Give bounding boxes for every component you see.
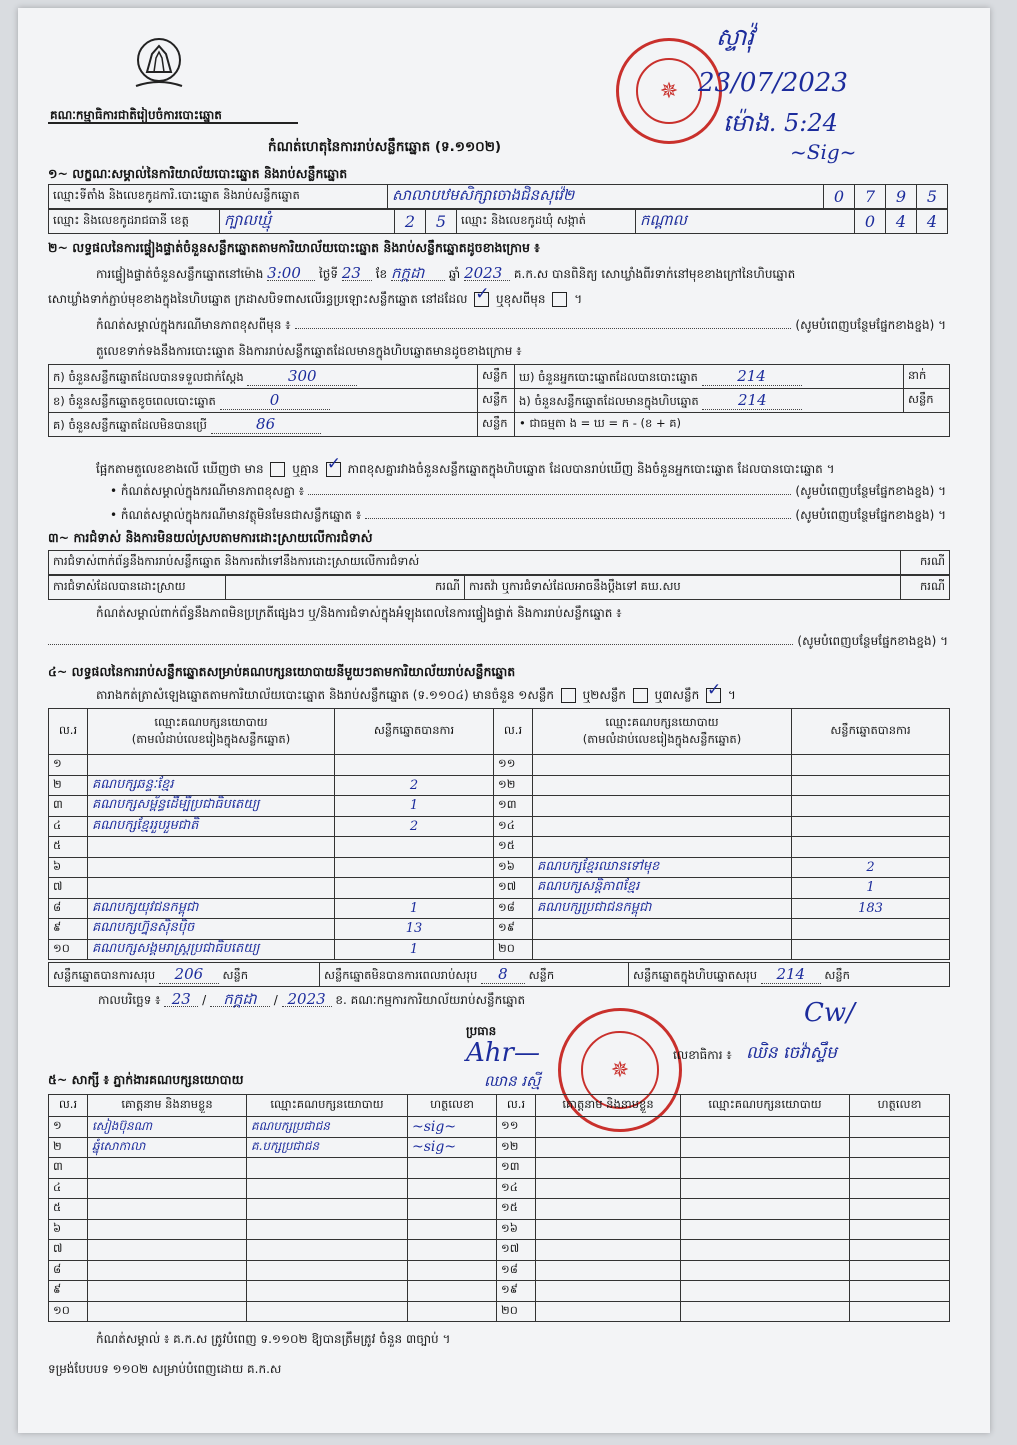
witness-name — [536, 1240, 681, 1261]
unit-sheet: សន្លឹក — [478, 365, 515, 389]
two-sheet-label: ឬ២សន្លឹក — [582, 688, 627, 702]
witness-signature — [850, 1219, 950, 1240]
totals-table — [48, 962, 950, 987]
row-no: ១៨ — [497, 1260, 536, 1281]
spoiled-value: 0 — [220, 391, 330, 410]
row-no: ៧ — [49, 878, 88, 899]
row-no: ១៣ — [494, 796, 533, 817]
chair-signature: Ahr— — [466, 1038, 540, 1068]
witness-name — [536, 1137, 681, 1158]
witness-signature — [408, 1260, 497, 1281]
witness-signature — [408, 1178, 497, 1199]
secretary-name: ឈិន ចេវ៉ាស្ទឹម — [746, 1043, 837, 1063]
signing-date-line: កាលបរិច្ឆេទ ៖ 23 / កក្កដា / 2023 ខ. គណៈកម្មការការិយាល័យរាប់សន្លឹកឆ្នោត — [98, 990, 526, 1008]
objection-table-2 — [48, 575, 950, 600]
party-votes — [335, 857, 494, 878]
party-votes — [792, 837, 950, 858]
received-label: ក) ចំនួនសន្លឹកឆ្នោតដែលបានទទួលជាក់ស្ដែង — [53, 369, 244, 384]
party-name: គណបក្សខ្មែររួបរួមជាតិ — [88, 816, 335, 837]
party-votes — [335, 837, 494, 858]
row-no: ១៥ — [497, 1199, 536, 1220]
day-label: ថ្ងៃទី — [319, 267, 339, 281]
handwritten-note-top: ស្ទាវ៉ុ — [716, 23, 755, 51]
party-name: គណបក្សសង្គមរាស្ត្រប្រជាធិបតេយ្យ — [88, 939, 335, 960]
three-sheet-label: ឬ៣សន្លឹក — [654, 688, 700, 702]
witness-party — [681, 1260, 850, 1281]
witness-signature — [408, 1158, 497, 1179]
handwritten-date: 23/07/2023 — [698, 68, 848, 98]
location-value: សាលាបឋមសិក្សាចោងជិនសុវ៉េ២ — [388, 185, 824, 209]
col-sign: ហត្ថលេខា — [850, 1095, 950, 1117]
witness-party — [247, 1301, 408, 1322]
witness-party — [247, 1219, 408, 1240]
witness-signature — [850, 1260, 950, 1281]
witness-name — [88, 1301, 247, 1322]
witness-party — [247, 1240, 408, 1261]
witness-signature — [408, 1199, 497, 1220]
tally-sheet-line: តារាងកត់ត្រាសំឡេងឆ្នោតតាមការិយាល័យបោះឆ្នោត និងរាប់សន្លឹកឆ្នោត (ទ.១១០៤) មានចំនួន ១សន្លឹក ឬ២សន្លឹក ឬ៣សន្លឹក ✓ ។ — [96, 688, 736, 703]
witness-name — [88, 1178, 247, 1199]
section-3-title: ៣~ ការជំទាស់ និងការមិនយល់ស្របតាមការដោះស្រាយលើការជំទាស់ — [48, 530, 373, 545]
col-no: ល.រ — [497, 1095, 536, 1117]
difference-note-label: កំណត់សម្គាល់ក្នុងករណីមានភាពខុសពីមុន ៖ — [96, 318, 291, 332]
verify-day: 23 — [342, 266, 372, 281]
witness-signature — [408, 1301, 497, 1322]
party-name — [533, 919, 792, 940]
location-label: ឈ្មោះទីតាំង និងលេខកូដការិ.បោះឆ្នោត និងរាប់សន្លឹកឆ្នោត — [49, 185, 388, 209]
section-4-title: ៤~ លទ្ធផលនៃការរាប់សន្លឹកឆ្នោតសម្រាប់គណបក្សនយោបាយនីមួយៗតាមការិយាល័យរាប់សន្លឹកឆ្នោត — [48, 664, 516, 679]
col-name: គោត្តនាម និងនាមខ្លួន — [536, 1095, 681, 1117]
unit-sheet: សន្លឹក — [222, 967, 249, 982]
row-no: ១ — [49, 755, 88, 776]
witness-name — [536, 1260, 681, 1281]
party-votes — [792, 919, 950, 940]
location-code-digit: 5 — [917, 185, 948, 209]
handwritten-time: ម៉ោង. 5:24 — [723, 109, 838, 137]
province-label: ឈ្មោះ និងលេខកូដរាជធានី ខេត្ត — [49, 210, 220, 234]
commune-code-digit: 4 — [917, 210, 948, 234]
col-party: ឈ្មោះគណបក្សនយោបាយ (តាមលំដាប់លេខរៀងក្នុងសន្លឹកឆ្នោត) — [533, 709, 792, 755]
form-id: ទម្រង់បែបបទ ១១០២ សម្រាប់បំពេញដោយ គ.ក.ស — [48, 1362, 282, 1376]
witness-party — [247, 1260, 408, 1281]
row-no: ៨ — [49, 898, 88, 919]
table-row — [49, 878, 950, 899]
sign-month: កក្កដា — [210, 992, 270, 1007]
witness-name — [536, 1281, 681, 1302]
witness-signature — [850, 1281, 950, 1302]
witness-signature — [850, 1301, 950, 1322]
witness-party — [681, 1301, 850, 1322]
party-name — [88, 755, 335, 776]
row-no: ៩ — [49, 1281, 88, 1302]
row-no: ៥ — [49, 837, 88, 858]
witness-signature — [850, 1240, 950, 1261]
col-no: ល.រ — [494, 709, 533, 755]
unit-sheet: សន្លឹក — [904, 389, 950, 413]
bullet-difference-label: • កំណត់សម្គាល់ក្នុងករណីមានភាពខុសគ្នា ៖ — [110, 484, 305, 498]
party-votes — [792, 816, 950, 837]
handwritten-initials: ~Sig~ — [790, 140, 857, 164]
in-box-value: 214 — [702, 391, 802, 410]
party-name: គណបក្សយុវជនកម្ពុជា — [88, 898, 335, 919]
party-votes: 1 — [335, 939, 494, 960]
table-row — [49, 1117, 950, 1138]
table-row — [49, 1281, 950, 1302]
row-no: ២០ — [497, 1301, 536, 1322]
party-votes: 13 — [335, 919, 494, 940]
witness-signature — [850, 1178, 950, 1199]
row-no: ៣ — [49, 1158, 88, 1179]
objection-row-1: ការជំទាស់ពាក់ព័ន្ធនឹងការរាប់សន្លឹកឆ្នោត និងការតវ៉ាទៅនឹងការដោះស្រាយលើការជំទាស់ — [49, 551, 901, 575]
chair-label: ប្រធាន — [466, 1024, 497, 1038]
party-name — [533, 837, 792, 858]
unused-label: គ) ចំនួនសន្លឹកឆ្នោតដែលមិនបានប្រើ — [53, 417, 207, 432]
verify-text-b: គ.ក.ស បានពិនិត្យ សោឃ្លាំងពីរទាក់នៅមុខខាងក្រៅនៃហិបឆ្នោត — [513, 267, 796, 281]
total-box-value: 214 — [761, 965, 821, 984]
party-name — [533, 939, 792, 960]
witness-party — [681, 1281, 850, 1302]
party-name: គណបក្សខ្មែរឈានទៅមុខ — [533, 857, 792, 878]
witness-party: គណបក្សប្រជាជន — [247, 1117, 408, 1138]
seal-status-line: សោឃ្លាំងទាក់ភ្ជាប់មុខខាងក្នុងនៃហិបឆ្នោត ក្រដាសបិទពាសលើរន្ធប្រឡោះសន្លឹកឆ្នោត នៅដដែល ✓ ឬខុសពីមុន ។ — [48, 292, 582, 307]
witness-signature — [850, 1117, 950, 1138]
party-name: គណបក្សឆន្ទៈខ្មែរ — [88, 775, 335, 796]
formula: • ជាធម្មតា ង = ឃ = ក - (ខ + គ) — [515, 413, 950, 437]
irregularity-note: កំណត់សម្គាល់ពាក់ព័ន្ធនឹងភាពមិនប្រក្រតីផ្សេងៗ ឬ/និងការជំទាស់ក្នុងអំឡុងពេលនៃការផ្ទៀងផ្ទាត់ និងការរាប់សន្លឹកឆ្នោត ៖ — [96, 606, 622, 620]
case-label: ករណី — [901, 576, 950, 600]
witness-name — [88, 1219, 247, 1240]
section-2-title: ២~ លទ្ធផលនៃការផ្ទៀងផ្ទាត់ចំនួនសន្លឹកឆ្នោតតាមការិយាល័យបោះឆ្នោត និងរាប់សន្លឹកឆ្នោតដូចខាងក្រោម ៖ — [48, 240, 540, 255]
total-valid-label: សន្លឹកឆ្នោតបានការសរុប — [53, 967, 156, 982]
two-sheet-checkbox[interactable] — [633, 688, 648, 703]
commune-code-digit: 0 — [855, 210, 886, 234]
witness-signature — [850, 1158, 950, 1179]
table-row — [49, 1219, 950, 1240]
col-party: ឈ្មោះគណបក្សនយោបាយ (តាមលំដាប់លេខរៀងក្នុងសន្លឹកឆ្នោត) — [88, 709, 335, 755]
party-name — [533, 775, 792, 796]
changed-option-label: ឬខុសពីមុន — [496, 292, 546, 306]
received-value: 300 — [247, 367, 357, 386]
witness-name — [536, 1158, 681, 1179]
same-checkbox[interactable] — [474, 292, 489, 307]
discrepancy-line — [96, 462, 835, 477]
table-row — [49, 1240, 950, 1261]
witness-name — [88, 1281, 247, 1302]
witness-signature — [408, 1281, 497, 1302]
tally-intro: តារាងកត់ត្រាសំឡេងឆ្នោតតាមការិយាល័យបោះឆ្នោត និងរាប់សន្លឹកឆ្នោត (ទ.១១០៤) មានចំនួន ១សន្លឹក — [96, 688, 554, 702]
province-value: ក្បាលឃ្មុំ — [220, 210, 395, 234]
case-label: ករណី — [901, 551, 950, 575]
party-votes: 2 — [335, 775, 494, 796]
party-votes — [792, 755, 950, 776]
table-row — [49, 1301, 950, 1322]
row-no: ១៤ — [494, 816, 533, 837]
witness-party — [681, 1178, 850, 1199]
col-no: ល.រ — [49, 709, 88, 755]
party-name: គណបក្សប្រជាជនកម្ពុជា — [533, 898, 792, 919]
table-row — [49, 1158, 950, 1179]
row-no: ៧ — [49, 1240, 88, 1261]
committee-label: ខ. គណៈកម្មការការិយាល័យរាប់សន្លឹកឆ្នោត — [335, 993, 526, 1007]
witness-name — [536, 1117, 681, 1138]
row-no: ៥ — [49, 1199, 88, 1220]
case-label: ករណី — [226, 576, 465, 600]
party-votes: 183 — [792, 898, 950, 919]
chair-name: ឈាន រស្មី — [484, 1072, 541, 1090]
verify-time-label: ការផ្ទៀងផ្ទាត់ចំនួនសន្លឹកឆ្នោតនៅម៉ោង — [96, 267, 264, 281]
fill-note: (សូមបំពេញបន្ថែមផ្នែកខាងខ្នង) ។ — [795, 484, 946, 498]
row-no: ១៦ — [497, 1219, 536, 1240]
commune-code-digit: 4 — [886, 210, 917, 234]
row-no: ៨ — [49, 1260, 88, 1281]
party-votes — [792, 775, 950, 796]
party-name — [533, 755, 792, 776]
row-no: ១៤ — [497, 1178, 536, 1199]
sign-day: 23 — [164, 992, 198, 1007]
commune-label: ឈ្មោះ និងលេខកូដឃុំ សង្កាត់ — [457, 210, 636, 234]
sign-year: 2023 — [282, 992, 332, 1007]
row-no: ១៦ — [494, 857, 533, 878]
row-no: ៦ — [49, 1219, 88, 1240]
witness-name — [536, 1178, 681, 1199]
witness-name — [88, 1240, 247, 1261]
party-name — [88, 837, 335, 858]
table-row — [49, 919, 950, 940]
witness-name — [536, 1301, 681, 1322]
party-name: គណបក្សហ្វ៊ុនស៊ិនប៉ិច — [88, 919, 335, 940]
party-votes — [335, 755, 494, 776]
spoiled-label: ខ) ចំនួនសន្លឹកឆ្នោតខូចពេលបោះឆ្នោត — [53, 393, 216, 408]
party-votes: 1 — [792, 878, 950, 899]
row-no: ១៨ — [494, 898, 533, 919]
fill-note: (សូមបំពេញបន្ថែមផ្នែកខាងខ្នង) ។ — [795, 318, 946, 332]
irregularity-fill-line — [48, 634, 948, 648]
row-no: ៣ — [49, 796, 88, 817]
witness-party — [247, 1281, 408, 1302]
row-no: ១១ — [494, 755, 533, 776]
total-invalid-value: 8 — [481, 965, 525, 984]
unit-sheet: សន្លឹក — [528, 967, 555, 982]
red-official-seal-icon: ✵ — [616, 38, 722, 144]
col-party: ឈ្មោះគណបក្សនយោបាយ — [247, 1095, 408, 1117]
witness-name — [536, 1199, 681, 1220]
year-label: ឆ្នាំ — [448, 267, 461, 281]
unit-sheet: សន្លឹក — [478, 413, 515, 437]
party-name: គណបក្សសម្ព័ន្ធដើម្បីប្រជាធិបតេយ្យ — [88, 796, 335, 817]
row-no: ១៩ — [497, 1281, 536, 1302]
discrepancy-yes-checkbox[interactable] — [270, 462, 285, 477]
resolved-label: ការជំទាស់ដែលបានដោះស្រាយ — [49, 576, 226, 600]
discrepancy-text-c: ភាពខុសគ្នារវាងចំនួនសន្លឹកឆ្នោតក្នុងហិបឆ្នោត ដែលបានរាប់ឃើញ និងចំនួនអ្នកបោះឆ្នោត ដែលបានបោះឆ្នោត ។ — [347, 462, 835, 476]
table-row — [49, 1178, 950, 1199]
witness-signature — [850, 1137, 950, 1158]
one-sheet-checkbox[interactable] — [561, 688, 576, 703]
difference-note-line — [96, 318, 946, 332]
party-votes: 2 — [792, 857, 950, 878]
party-votes: 2 — [335, 816, 494, 837]
col-votes: សន្លឹកឆ្នោតបានការ — [792, 709, 950, 755]
org-name: គណៈកម្មាធិការជាតិរៀបចំការបោះឆ្នោត — [50, 108, 222, 122]
seal-status-text: សោឃ្លាំងទាក់ភ្ជាប់មុខខាងក្នុងនៃហិបឆ្នោត ក្រដាសបិទពាសលើរន្ធប្រឡោះសន្លឹកឆ្នោត នៅដដែល — [48, 292, 468, 306]
row-no: ២០ — [494, 939, 533, 960]
witness-name — [536, 1219, 681, 1240]
row-no: ១០ — [49, 939, 88, 960]
col-name: គោត្តនាម និងនាមខ្លួន — [88, 1095, 247, 1117]
bullet-foreign-label: • កំណត់សម្គាល់ក្នុងករណីមានវត្ថុមិនមែនជាសន្លឹកឆ្នោត ៖ — [110, 508, 362, 522]
section-5-title: ៥~ សាក្សី ៖ ភ្នាក់ងារគណបក្សនយោបាយ — [48, 1072, 244, 1087]
section-1-title: ១~ លក្ខណៈសម្គាល់នៃការិយាល័យបោះឆ្នោត និងរាប់សន្លឹកឆ្នោត — [48, 166, 348, 181]
row-no: ៤ — [49, 816, 88, 837]
col-party: ឈ្មោះគណបក្សនយោបាយ — [681, 1095, 850, 1117]
table-row — [49, 1137, 950, 1158]
party-votes: 1 — [335, 796, 494, 817]
bullet-foreign-line — [110, 508, 946, 522]
secretary-label: លេខាធិការ ៖ — [673, 1048, 732, 1062]
party-votes: 1 — [335, 898, 494, 919]
witness-party — [681, 1219, 850, 1240]
bullet-difference-line — [110, 484, 946, 498]
party-votes — [792, 796, 950, 817]
total-box-label: សន្លឹកឆ្នោតក្នុងហិបឆ្នោតសរុប — [633, 967, 758, 982]
table-row — [49, 898, 950, 919]
unit-sheet: សន្លឹក — [824, 967, 850, 982]
figures-intro: តួលេខទាក់ទងនឹងការបោះឆ្នោត និងការរាប់សន្លឹកឆ្នោតដែលមានក្នុងហិបឆ្នោតមានដូចខាងក្រោម ៖ — [96, 344, 522, 358]
row-no: ១៩ — [494, 919, 533, 940]
row-no: ១៥ — [494, 837, 533, 858]
voters-label: ឃ) ចំនួនអ្នកបោះឆ្នោតដែលបានបោះឆ្នោត — [519, 369, 698, 384]
party-results-table — [48, 708, 950, 960]
table-row — [49, 755, 950, 776]
commune-value: កណ្ដាល — [636, 210, 855, 234]
election-form-sheet — [18, 8, 990, 1433]
party-votes — [335, 878, 494, 899]
verify-time: 3:00 — [267, 266, 315, 281]
footer-note: កំណត់សម្គាល់ ៖ គ.ក.ស ត្រូវបំពេញ ទ.១១០២ ឱ្យបានត្រឹមត្រូវ ចំនួន ៣ច្បាប់ ។ — [96, 1332, 451, 1346]
angkor-emblem-icon — [130, 36, 188, 92]
party-name: គណបក្សសន្តិភាពខ្មែរ — [533, 878, 792, 899]
discrepancy-no-checkbox[interactable] — [326, 462, 341, 477]
witness-signature — [408, 1240, 497, 1261]
three-sheet-checkbox[interactable] — [706, 688, 721, 703]
col-no: ល.រ — [49, 1095, 88, 1117]
red-official-seal-icon: ✵ — [558, 1008, 682, 1132]
witness-party — [247, 1158, 408, 1179]
in-box-label: ង) ចំនួនសន្លឹកឆ្នោតដែលមានក្នុងហិបឆ្នោត — [519, 393, 699, 408]
witness-party — [681, 1137, 850, 1158]
witness-party — [681, 1158, 850, 1179]
table-row — [49, 1260, 950, 1281]
party-name — [88, 878, 335, 899]
witness-name — [88, 1199, 247, 1220]
total-invalid-label: សន្លឹកឆ្នោតមិនបានការពេលរាប់សរុប — [324, 967, 478, 982]
row-no: ១៣ — [497, 1158, 536, 1179]
witness-party — [681, 1240, 850, 1261]
secretary-signature: Cw/ — [804, 998, 855, 1028]
table-row — [49, 796, 950, 817]
province-code-digit: 2 — [395, 210, 426, 234]
witness-name — [88, 1158, 247, 1179]
location-code-digit: 0 — [824, 185, 855, 209]
witness-party: គ.បក្សប្រជាជន — [247, 1137, 408, 1158]
month-label: ខែ — [375, 267, 388, 281]
witness-name — [88, 1260, 247, 1281]
table-row — [49, 939, 950, 960]
party-name — [533, 796, 792, 817]
verify-year: 2023 — [464, 266, 510, 281]
appeal-label: ការតវ៉ា ឬការជំទាស់ដែលអាចនឹងប្ដឹងទៅ គឃ.សប — [465, 576, 901, 600]
witness-name: ឆ្នុំសោកាលា — [88, 1137, 247, 1158]
row-no: ១២ — [494, 775, 533, 796]
witness-signature: ~sig~ — [408, 1137, 497, 1158]
row-no: ២ — [49, 1137, 88, 1158]
party-name — [533, 816, 792, 837]
table-row — [49, 837, 950, 858]
witness-party — [247, 1199, 408, 1220]
row-no: ៦ — [49, 857, 88, 878]
unused-value: 86 — [211, 415, 321, 434]
formula-text: ជាធម្មតា ង = ឃ = ក - (ខ + គ) — [529, 416, 682, 430]
table-row — [49, 857, 950, 878]
unit-person: នាក់ — [904, 365, 950, 389]
witness-table — [48, 1094, 950, 1322]
witness-signature: ~sig~ — [408, 1117, 497, 1138]
row-no: ១១ — [497, 1117, 536, 1138]
witness-party — [681, 1117, 850, 1138]
table-row — [49, 775, 950, 796]
discrepancy-text-b: ឬគ្មាន — [292, 462, 319, 476]
witness-signature — [850, 1199, 950, 1220]
total-valid-value: 206 — [159, 965, 219, 984]
col-votes: សន្លឹកឆ្នោតបានការ — [335, 709, 494, 755]
changed-checkbox[interactable] — [552, 292, 567, 307]
province-table — [48, 209, 948, 234]
row-no: ១២ — [497, 1137, 536, 1158]
row-no: ១៧ — [494, 878, 533, 899]
fill-note: (សូមបំពេញបន្ថែមផ្នែកខាងខ្នង) ។ — [795, 508, 946, 522]
row-no: ១ — [49, 1117, 88, 1138]
party-name — [88, 857, 335, 878]
location-code-digit: 9 — [886, 185, 917, 209]
witness-party — [247, 1178, 408, 1199]
location-code-digit: 7 — [855, 185, 886, 209]
row-no: ២ — [49, 775, 88, 796]
row-no: ៩ — [49, 919, 88, 940]
unit-sheet: សន្លឹក — [478, 389, 515, 413]
verification-paragraph — [96, 266, 795, 281]
row-no: ១០ — [49, 1301, 88, 1322]
ballot-figures-table — [48, 364, 950, 437]
objection-table — [48, 550, 950, 575]
voters-value: 214 — [702, 367, 802, 386]
witness-party — [681, 1199, 850, 1220]
witness-name: សៀងប៊ុនណា — [88, 1117, 247, 1138]
verify-month: កក្កដា — [391, 266, 445, 281]
row-no: ១៧ — [497, 1240, 536, 1261]
discrepancy-text-a: ផ្អែកតាមតួលេខខាងលើ ឃើញថា មាន — [96, 462, 264, 476]
date-label: កាលបរិច្ឆេទ ៖ — [98, 993, 161, 1007]
row-no: ៤ — [49, 1178, 88, 1199]
witness-signature — [408, 1219, 497, 1240]
fill-note: (សូមបំពេញបន្ថែមផ្នែកខាងខ្នង) ។ — [797, 634, 948, 648]
party-votes — [792, 939, 950, 960]
province-code-digit: 5 — [426, 210, 457, 234]
col-sign: ហត្ថលេខា — [408, 1095, 497, 1117]
form-title: កំណត់ហេតុនៃការរាប់សន្លឹកឆ្នោត (ទ.១១០២) — [268, 139, 502, 155]
table-row — [49, 1199, 950, 1220]
table-row — [49, 816, 950, 837]
location-table — [48, 184, 948, 209]
